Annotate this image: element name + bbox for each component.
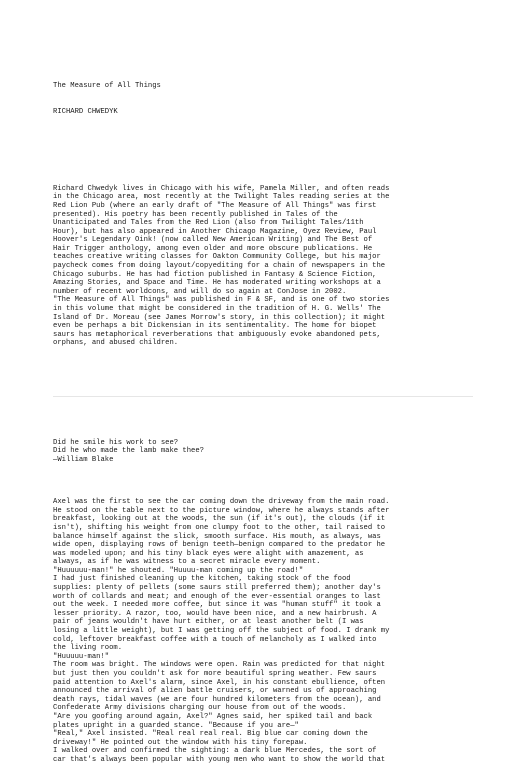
story-line: cold, leftover breakfast coffee with a touch of melancholy as I walked into: [53, 635, 377, 644]
story-line: The room was bright. The windows were open. Rain was predicted for that night: [53, 661, 386, 670]
bio-line: Amazing Stories, and Space and Time. He has moderated writing workshops at a: [53, 279, 381, 288]
bio-line: Richard Chwedyk lives in Chicago with his wife, Pamela Miller, and often reads: [53, 184, 390, 193]
story-line: "Are you goofing around again, Axel?" Agnes said, her spiked tail and back: [53, 712, 373, 721]
story-line: out the week. I needed more coffee, but since it was "human stuff" it took a: [53, 601, 381, 610]
bio-line: orphans, and abused children.: [53, 339, 179, 348]
story-line: "Huuuuuu-man!" he shouted. "Huuuu-man coming up the road!": [53, 566, 304, 575]
story-line: plates upright in a guarded stance. "Because if you are—": [53, 721, 299, 730]
story-line: I walked over and confirmed the sighting: a dark blue Mercedes, the sort of: [53, 747, 377, 756]
story-line: death rays, tidal waves (we are four hundred kilometers from the ocean), and: [53, 695, 381, 704]
epigraph: [53, 439, 473, 465]
bio-line: "The Measure of All Things" was published in F & SF, and is one of two stories: [53, 296, 390, 305]
story-header: [53, 65, 473, 134]
bio-line: even be perhaps a bit Dickensian in its sentimentality. The home for biopet: [53, 322, 377, 331]
bio-line: paycheck comes from doing layout/copyediting for a chain of newspapers in the: [53, 262, 386, 271]
story-line: wide open, displaying rows of benign teeth—benign compared to the predator he: [53, 541, 386, 550]
story-line: driveway!" He pointed out the window with his tiny forepaw.: [53, 738, 308, 747]
section-divider: [53, 396, 473, 397]
story-line: "Real," Axel insisted. "Real real real real. Big blue car coming down the: [53, 730, 368, 739]
epigraph-line: Did he who made the lamb make thee?: [53, 447, 204, 456]
bio-line: in the Chicago area, most recently at the Twilight Tales reading series at the: [53, 193, 390, 202]
story-line: isn't), shifting his weight from one clumpy foot to the other, tail raised to: [53, 523, 386, 532]
story-line: lesser priority. A razor, too, would have been nice, and a new hairbrush. A: [53, 609, 377, 618]
story-line: Axel was the first to see the car coming down the driveway from the main road.: [53, 498, 390, 507]
story-text: [53, 498, 473, 764]
story-line: worth of collards and meat; and enough of the ever-essential oranges to last: [53, 592, 381, 601]
story-line: I had just finished cleaning up the kitchen, taking stock of the food: [53, 575, 351, 584]
story-line: always, as if he was witness to a secret miracle every moment.: [53, 558, 321, 567]
bio-line: Hair Trigger anthology, among even older and more obscure publications. He: [53, 244, 373, 253]
bio-line: Hoover's Legendary Oink! (now called New American Writing) and The Best of: [53, 236, 373, 245]
story-title: The Measure of All Things: [53, 82, 161, 91]
document-page: [53, 48, 473, 773]
bio-line: Hour), but has also appeared in Another Chicago Magazine, Oyez Review, Paul: [53, 227, 377, 236]
epigraph-line: —William Blake: [53, 455, 114, 464]
author-bio: [53, 185, 473, 348]
story-line: the living room.: [53, 644, 123, 653]
story-line: car that's always been popular with young men who want to show the world that: [53, 755, 386, 764]
story-line: balance himself against the slick, smooth surface. His mouth, as always, was: [53, 532, 381, 541]
story-line: He stood on the table next to the picture window, where he always stands after: [53, 506, 390, 515]
bio-line: teaches creative writing classes for Oakton Community College, but his major: [53, 253, 381, 262]
bio-line: saurs has metaphorical reverberations that ambiguously evoke abandoned pets,: [53, 330, 381, 339]
story-line: supplies: plenty of pellets (some saurs still preferred them); another day's: [53, 584, 381, 593]
bio-line: Red Lion Pub (where an early draft of "The Measure of All Things" was first: [53, 201, 377, 210]
story-line: but just then you couldn't ask for more beautiful spring weather. Few saurs: [53, 670, 377, 678]
epigraph-line: Did he smile his work to see?: [53, 438, 179, 447]
story-line: pair of jeans wouldn't have hurt either, or at least another belt (I was: [53, 618, 364, 627]
story-author: RICHARD CHWEDYK: [53, 108, 118, 117]
bio-line: Unanticipated and Tales from the Red Lion (also from Twilight Tales/11th: [53, 219, 364, 228]
bio-line: in this volume that might be considered in the tradition of H. G. Wells' The: [53, 305, 381, 314]
story-line: breakfast, looking out at the woods, the sun (if it's out), the clouds (if it: [53, 515, 386, 524]
story-line: paid attention to Axel's alarm, since Axel, in his constant ebullience, often: [53, 678, 386, 687]
story-line: losing a little weight), but I was getting off the subject of food. I drank my: [53, 627, 390, 636]
bio-line: presented). His poetry has been recently published in Tales of the: [53, 210, 338, 219]
story-line: was modeled upon; and his tiny black eyes were alight with amazement, as: [53, 549, 364, 558]
bio-line: Island of Dr. Moreau (see James Morrow's story, in this collection); it might: [53, 313, 386, 322]
story-line: "Huuuuu-man!": [53, 652, 110, 661]
bio-line: number of recent worldcons, and will do so again at ConJose in 2002.: [53, 287, 347, 296]
story-line: announced the arrival of alien battle cruisers, or warned us of approaching: [53, 687, 377, 696]
story-line: Confederate Army divisions charging our house from out of the woods.: [53, 704, 347, 713]
bio-line: Chicago suburbs. He has had fiction published in Fantasy & Science Fiction,: [53, 270, 377, 279]
